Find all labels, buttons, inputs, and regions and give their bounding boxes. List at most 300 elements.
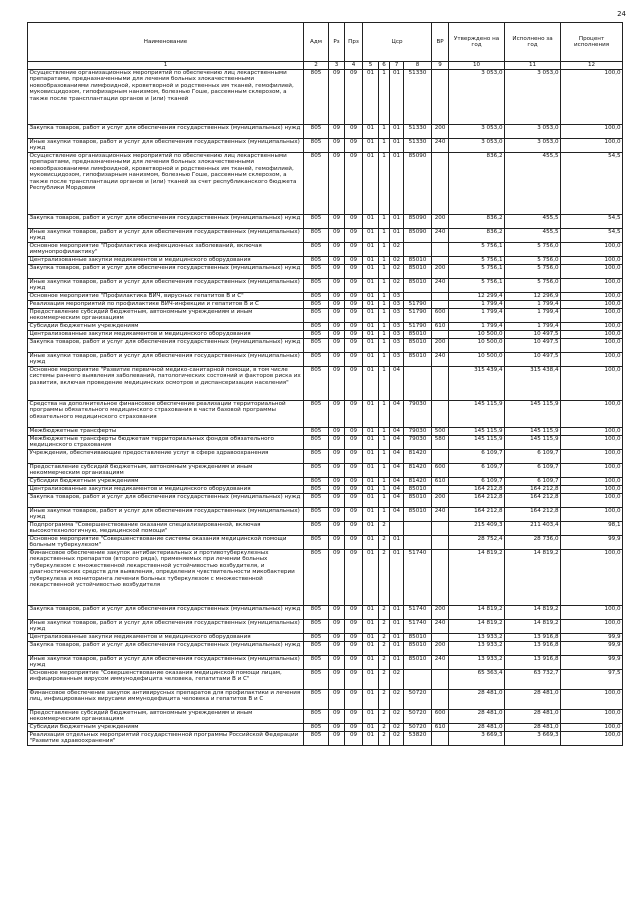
cell-percent: 100,0 (561, 464, 623, 478)
cell-adm: 805 (304, 670, 329, 690)
cell-fact: 13 916,8 (505, 656, 561, 670)
cell-adm: 805 (304, 265, 329, 279)
header-csr: Цср (363, 23, 432, 62)
cell-csr-1: 01 (363, 522, 379, 536)
cell-fact: 164 212,8 (505, 486, 561, 494)
cell-csr-4 (404, 293, 432, 301)
cell-prz: 09 (345, 293, 363, 301)
cell-csr-1: 01 (363, 606, 379, 620)
cell-rz: 09 (329, 642, 345, 656)
cell-csr-3: 01 (390, 634, 404, 642)
cell-name: Централизованные закупки медикаментов и медицинского оборудования (28, 634, 304, 642)
cell-fact: 28 481,0 (505, 724, 561, 732)
cell-csr-1: 01 (363, 464, 379, 478)
table-row (28, 536, 623, 550)
column-index: 3 (329, 62, 345, 70)
cell-fact: 14 819,2 (505, 550, 561, 606)
table-row (28, 153, 623, 215)
cell-csr-3: 02 (390, 710, 404, 724)
cell-plan: 10 500,0 (449, 353, 505, 367)
cell-prz: 09 (345, 139, 363, 153)
cell-vr (432, 732, 449, 746)
cell-fact: 63 732,7 (505, 670, 561, 690)
cell-name: Межбюджетные трансферты бюджетам территориальных фондов обязательного медицинского страхования (28, 436, 304, 450)
cell-csr-1: 01 (363, 670, 379, 690)
cell-csr-4: 85010 (404, 486, 432, 494)
cell-percent: 100,0 (561, 710, 623, 724)
cell-plan: 6 109,7 (449, 464, 505, 478)
cell-prz: 09 (345, 436, 363, 450)
cell-csr-3: 01 (390, 70, 404, 125)
cell-vr (432, 522, 449, 536)
column-index: 11 (505, 62, 561, 70)
table-row (28, 309, 623, 323)
cell-rz: 09 (329, 125, 345, 139)
cell-name: Закупка товаров, работ и услуг для обеспечения государственных (муниципальных) нужд (28, 125, 304, 139)
cell-rz: 09 (329, 428, 345, 436)
cell-percent: 100,0 (561, 293, 623, 301)
cell-plan: 145 115,9 (449, 428, 505, 436)
cell-prz: 09 (345, 690, 363, 710)
cell-prz: 09 (345, 309, 363, 323)
cell-vr (432, 293, 449, 301)
cell-csr-3: 04 (390, 450, 404, 464)
cell-csr-3: 01 (390, 139, 404, 153)
cell-csr-4: 51740 (404, 550, 432, 606)
cell-percent: 99,9 (561, 634, 623, 642)
cell-prz: 09 (345, 428, 363, 436)
table-row (28, 339, 623, 353)
header-plan: Утверждено на год (449, 23, 505, 62)
cell-csr-4: 85010 (404, 634, 432, 642)
cell-csr-3: 02 (390, 670, 404, 690)
cell-percent: 100,0 (561, 309, 623, 323)
cell-rz: 09 (329, 301, 345, 309)
table-row (28, 293, 623, 301)
cell-csr-1: 01 (363, 229, 379, 243)
cell-name: Закупка товаров, работ и услуг для обеспечения государственных (муниципальных) нужд (28, 606, 304, 620)
cell-csr-2: 1 (379, 301, 390, 309)
column-index: 10 (449, 62, 505, 70)
cell-name: Иные закупки товаров, работ и услуг для обеспечения государственных (муниципальных) нужд (28, 620, 304, 634)
cell-rz: 09 (329, 550, 345, 606)
header-rz: Рз (329, 23, 345, 62)
cell-fact: 6 109,7 (505, 478, 561, 486)
cell-prz: 09 (345, 710, 363, 724)
cell-adm: 805 (304, 642, 329, 656)
cell-adm: 805 (304, 724, 329, 732)
cell-csr-4 (404, 367, 432, 401)
cell-csr-2: 1 (379, 215, 390, 229)
cell-name: Закупка товаров, работ и услуг для обеспечения государственных (муниципальных) нужд (28, 265, 304, 279)
cell-percent: 100,0 (561, 724, 623, 732)
cell-rz: 09 (329, 331, 345, 339)
cell-rz: 09 (329, 139, 345, 153)
cell-rz: 09 (329, 293, 345, 301)
cell-csr-3: 03 (390, 323, 404, 331)
cell-csr-4: 50720 (404, 710, 432, 724)
cell-plan: 315 439,4 (449, 367, 505, 401)
cell-adm: 805 (304, 139, 329, 153)
cell-csr-2: 1 (379, 153, 390, 215)
cell-csr-3: 04 (390, 401, 404, 428)
cell-csr-4: 81420 (404, 464, 432, 478)
cell-csr-3: 01 (390, 550, 404, 606)
column-index: 2 (304, 62, 329, 70)
cell-csr-4: 79030 (404, 428, 432, 436)
cell-vr (432, 331, 449, 339)
cell-csr-2: 1 (379, 367, 390, 401)
cell-csr-2: 1 (379, 279, 390, 293)
cell-csr-2: 1 (379, 331, 390, 339)
cell-vr: 610 (432, 323, 449, 331)
table-row (28, 243, 623, 257)
table-row (28, 401, 623, 428)
cell-csr-1: 01 (363, 243, 379, 257)
cell-rz: 09 (329, 620, 345, 634)
cell-plan: 28 481,0 (449, 690, 505, 710)
cell-prz: 09 (345, 367, 363, 401)
cell-prz: 09 (345, 339, 363, 353)
cell-csr-4: 85010 (404, 494, 432, 508)
cell-vr (432, 257, 449, 265)
table-row (28, 279, 623, 293)
cell-fact: 1 799,4 (505, 301, 561, 309)
cell-adm: 805 (304, 508, 329, 522)
cell-prz: 09 (345, 70, 363, 125)
table-row (28, 670, 623, 690)
cell-vr: 240 (432, 279, 449, 293)
cell-adm: 805 (304, 229, 329, 243)
cell-csr-2: 1 (379, 139, 390, 153)
cell-percent: 100,0 (561, 125, 623, 139)
cell-csr-2: 1 (379, 464, 390, 478)
cell-name: Субсидии бюджетным учреждениям (28, 478, 304, 486)
cell-csr-1: 01 (363, 293, 379, 301)
cell-percent: 100,0 (561, 690, 623, 710)
cell-csr-4: 51330 (404, 139, 432, 153)
cell-percent: 100,0 (561, 450, 623, 464)
cell-vr (432, 153, 449, 215)
cell-csr-3: 01 (390, 606, 404, 620)
cell-name: Централизованные закупки медикаментов и медицинского оборудования (28, 331, 304, 339)
cell-fact: 3 053,0 (505, 70, 561, 125)
cell-csr-2: 1 (379, 428, 390, 436)
cell-csr-3: 01 (390, 153, 404, 215)
cell-vr (432, 301, 449, 309)
cell-adm: 805 (304, 634, 329, 642)
cell-percent: 100,0 (561, 323, 623, 331)
cell-rz: 09 (329, 724, 345, 732)
table-row (28, 656, 623, 670)
cell-prz: 09 (345, 229, 363, 243)
cell-vr (432, 690, 449, 710)
cell-rz: 09 (329, 279, 345, 293)
cell-name: Иные закупки товаров, работ и услуг для обеспечения государственных (муниципальных) нужд (28, 508, 304, 522)
cell-vr: 200 (432, 606, 449, 620)
cell-csr-2: 1 (379, 353, 390, 367)
cell-csr-4: 50720 (404, 724, 432, 732)
header-vr: ВР (432, 23, 449, 62)
column-index: 5 (363, 62, 379, 70)
cell-adm: 805 (304, 494, 329, 508)
cell-plan: 836,2 (449, 153, 505, 215)
header-fact: Исполнено за год (505, 23, 561, 62)
cell-csr-4 (404, 522, 432, 536)
table-row (28, 323, 623, 331)
table-row (28, 70, 623, 125)
cell-csr-3: 01 (390, 215, 404, 229)
cell-csr-2: 2 (379, 670, 390, 690)
column-index: 8 (404, 62, 432, 70)
cell-plan: 14 819,2 (449, 606, 505, 620)
cell-plan: 1 799,4 (449, 301, 505, 309)
cell-vr (432, 450, 449, 464)
cell-vr (432, 550, 449, 606)
cell-csr-4: 51740 (404, 606, 432, 620)
cell-csr-2: 1 (379, 125, 390, 139)
cell-fact: 455,5 (505, 215, 561, 229)
cell-percent: 99,9 (561, 536, 623, 550)
cell-csr-3: 01 (390, 656, 404, 670)
cell-prz: 09 (345, 323, 363, 331)
cell-percent: 100,0 (561, 257, 623, 265)
cell-plan: 5 756,1 (449, 279, 505, 293)
cell-percent: 100,0 (561, 265, 623, 279)
cell-csr-2: 1 (379, 265, 390, 279)
cell-fact: 3 053,0 (505, 125, 561, 139)
table-row (28, 265, 623, 279)
cell-adm: 805 (304, 279, 329, 293)
cell-name: Финансовое обеспечение закупок антивирусных препаратов для профилактики и лечения лиц, инфицированных вирусами иммунодефицита человека и гепатитов В и С (28, 690, 304, 710)
table-row (28, 522, 623, 536)
table-row (28, 606, 623, 620)
cell-csr-1: 01 (363, 309, 379, 323)
cell-adm: 805 (304, 331, 329, 339)
cell-csr-2: 1 (379, 243, 390, 257)
table-row (28, 353, 623, 367)
cell-csr-2: 1 (379, 323, 390, 331)
cell-adm: 805 (304, 522, 329, 536)
cell-percent: 100,0 (561, 478, 623, 486)
cell-prz: 09 (345, 486, 363, 494)
cell-adm: 805 (304, 710, 329, 724)
cell-rz: 09 (329, 70, 345, 125)
cell-plan: 6 109,7 (449, 478, 505, 486)
cell-adm: 805 (304, 464, 329, 478)
cell-name: Реализация мероприятий по профилактике ВИЧ-инфекции и гепатитов В и С (28, 301, 304, 309)
table-row (28, 301, 623, 309)
cell-name: Иные закупки товаров, работ и услуг для обеспечения государственных (муниципальных) нужд (28, 656, 304, 670)
cell-plan: 13 933,2 (449, 642, 505, 656)
cell-percent: 100,0 (561, 331, 623, 339)
cell-fact: 10 497,5 (505, 353, 561, 367)
cell-csr-3: 03 (390, 293, 404, 301)
cell-csr-4: 85010 (404, 656, 432, 670)
cell-prz: 09 (345, 353, 363, 367)
cell-prz: 09 (345, 620, 363, 634)
cell-csr-2: 2 (379, 550, 390, 606)
cell-prz: 09 (345, 634, 363, 642)
cell-fact: 10 497,5 (505, 339, 561, 353)
cell-percent: 98,1 (561, 522, 623, 536)
cell-csr-4: 50720 (404, 690, 432, 710)
cell-prz: 09 (345, 642, 363, 656)
page-number: 24 (617, 10, 626, 18)
cell-name: Основное мероприятие "Совершенствование системы оказания медицинской помощи больным туберкулезом" (28, 536, 304, 550)
cell-fact: 12 296,9 (505, 293, 561, 301)
table-row (28, 620, 623, 634)
cell-csr-2: 2 (379, 690, 390, 710)
cell-percent: 100,0 (561, 139, 623, 153)
cell-csr-1: 01 (363, 724, 379, 732)
cell-prz: 09 (345, 265, 363, 279)
cell-vr: 600 (432, 710, 449, 724)
cell-fact: 145 115,9 (505, 428, 561, 436)
column-index: 12 (561, 62, 623, 70)
cell-prz: 09 (345, 215, 363, 229)
cell-adm: 805 (304, 293, 329, 301)
cell-csr-2: 1 (379, 478, 390, 486)
cell-csr-1: 01 (363, 257, 379, 265)
cell-adm: 805 (304, 478, 329, 486)
cell-csr-3: 03 (390, 339, 404, 353)
cell-plan: 145 115,9 (449, 401, 505, 428)
cell-prz: 09 (345, 522, 363, 536)
cell-csr-1: 01 (363, 536, 379, 550)
cell-csr-1: 01 (363, 139, 379, 153)
cell-csr-2: 2 (379, 710, 390, 724)
cell-prz: 09 (345, 464, 363, 478)
cell-rz: 09 (329, 367, 345, 401)
cell-rz: 09 (329, 215, 345, 229)
cell-fact: 145 115,9 (505, 401, 561, 428)
cell-prz: 09 (345, 724, 363, 732)
cell-adm: 805 (304, 620, 329, 634)
cell-plan: 3 053,0 (449, 139, 505, 153)
cell-prz: 09 (345, 301, 363, 309)
cell-csr-3: 04 (390, 494, 404, 508)
cell-prz: 09 (345, 550, 363, 606)
cell-vr (432, 486, 449, 494)
cell-fact: 211 403,4 (505, 522, 561, 536)
cell-csr-3: 01 (390, 229, 404, 243)
table-row (28, 367, 623, 401)
cell-adm: 805 (304, 732, 329, 746)
cell-csr-1: 01 (363, 634, 379, 642)
table-row (28, 724, 623, 732)
cell-name: Иные закупки товаров, работ и услуг для обеспечения государственных (муниципальных) нужд (28, 139, 304, 153)
cell-plan: 12 299,4 (449, 293, 505, 301)
cell-name: Иные закупки товаров, работ и услуг для обеспечения государственных (муниципальных) нужд (28, 279, 304, 293)
cell-plan: 145 115,9 (449, 436, 505, 450)
cell-csr-3: 02 (390, 279, 404, 293)
cell-name: Средства на дополнительное финансовое обеспечение реализации территориальной программы обязательного медицинского страхования в части базовой программы обязательного медицинского страхования (28, 401, 304, 428)
cell-vr (432, 536, 449, 550)
cell-csr-1: 01 (363, 436, 379, 450)
cell-csr-3: 04 (390, 464, 404, 478)
cell-fact: 1 799,4 (505, 323, 561, 331)
cell-vr: 200 (432, 125, 449, 139)
cell-csr-1: 01 (363, 732, 379, 746)
cell-csr-4: 81420 (404, 478, 432, 486)
cell-fact: 6 109,7 (505, 450, 561, 464)
cell-csr-1: 01 (363, 279, 379, 293)
cell-name: Основное мероприятие "Профилактика ВИЧ, вирусных гепатитов В и С" (28, 293, 304, 301)
cell-fact: 1 799,4 (505, 309, 561, 323)
cell-plan: 28 752,4 (449, 536, 505, 550)
cell-csr-3: 03 (390, 353, 404, 367)
cell-vr: 240 (432, 508, 449, 522)
cell-adm: 805 (304, 450, 329, 464)
cell-name: Субсидии бюджетным учреждениям (28, 323, 304, 331)
cell-rz: 09 (329, 353, 345, 367)
cell-csr-3: 03 (390, 331, 404, 339)
table-body (28, 70, 623, 746)
cell-adm: 805 (304, 257, 329, 265)
cell-fact: 14 819,2 (505, 620, 561, 634)
cell-csr-4: 51790 (404, 323, 432, 331)
cell-csr-1: 01 (363, 323, 379, 331)
cell-csr-4: 85090 (404, 215, 432, 229)
cell-csr-3: 03 (390, 301, 404, 309)
cell-csr-3: 01 (390, 620, 404, 634)
cell-plan: 1 799,4 (449, 323, 505, 331)
cell-name: Предоставление субсидий бюджетным, автономным учреждениям и иным некоммерческим организациям (28, 309, 304, 323)
cell-plan: 3 053,0 (449, 70, 505, 125)
column-index: 9 (432, 62, 449, 70)
cell-adm: 805 (304, 309, 329, 323)
cell-csr-4: 85010 (404, 339, 432, 353)
cell-prz: 09 (345, 279, 363, 293)
cell-rz: 09 (329, 401, 345, 428)
cell-csr-3: 02 (390, 265, 404, 279)
cell-plan: 10 500,0 (449, 331, 505, 339)
cell-percent: 100,0 (561, 606, 623, 620)
cell-rz: 09 (329, 464, 345, 478)
cell-name: Подпрограмма "Совершенствование оказания специализированной, включая высокотехнологичную, медицинской помощи" (28, 522, 304, 536)
cell-csr-2: 1 (379, 450, 390, 464)
table-row (28, 508, 623, 522)
cell-csr-3: 01 (390, 125, 404, 139)
cell-prz: 09 (345, 656, 363, 670)
cell-prz: 09 (345, 536, 363, 550)
cell-fact: 10 497,5 (505, 331, 561, 339)
cell-percent: 99,9 (561, 656, 623, 670)
cell-rz: 09 (329, 486, 345, 494)
cell-plan: 5 756,1 (449, 265, 505, 279)
cell-csr-4: 85010 (404, 279, 432, 293)
cell-csr-3 (390, 522, 404, 536)
cell-csr-2: 1 (379, 494, 390, 508)
cell-fact: 5 756,0 (505, 257, 561, 265)
cell-percent: 100,0 (561, 494, 623, 508)
cell-vr: 600 (432, 464, 449, 478)
cell-name: Иные закупки товаров, работ и услуг для обеспечения государственных (муниципальных) нужд (28, 353, 304, 367)
cell-csr-1: 01 (363, 620, 379, 634)
cell-csr-3: 03 (390, 309, 404, 323)
cell-csr-4: 51740 (404, 620, 432, 634)
cell-name: Учреждения, обеспечивающие предоставление услуг в сфере здравоохранения (28, 450, 304, 464)
cell-vr: 200 (432, 265, 449, 279)
cell-percent: 100,0 (561, 428, 623, 436)
cell-vr: 600 (432, 309, 449, 323)
cell-csr-3: 04 (390, 428, 404, 436)
cell-name: Реализация отдельных мероприятий государственной программы Российской Федерации "Развитие здравоохранения" (28, 732, 304, 746)
cell-rz: 09 (329, 229, 345, 243)
cell-vr: 240 (432, 353, 449, 367)
cell-rz: 09 (329, 323, 345, 331)
